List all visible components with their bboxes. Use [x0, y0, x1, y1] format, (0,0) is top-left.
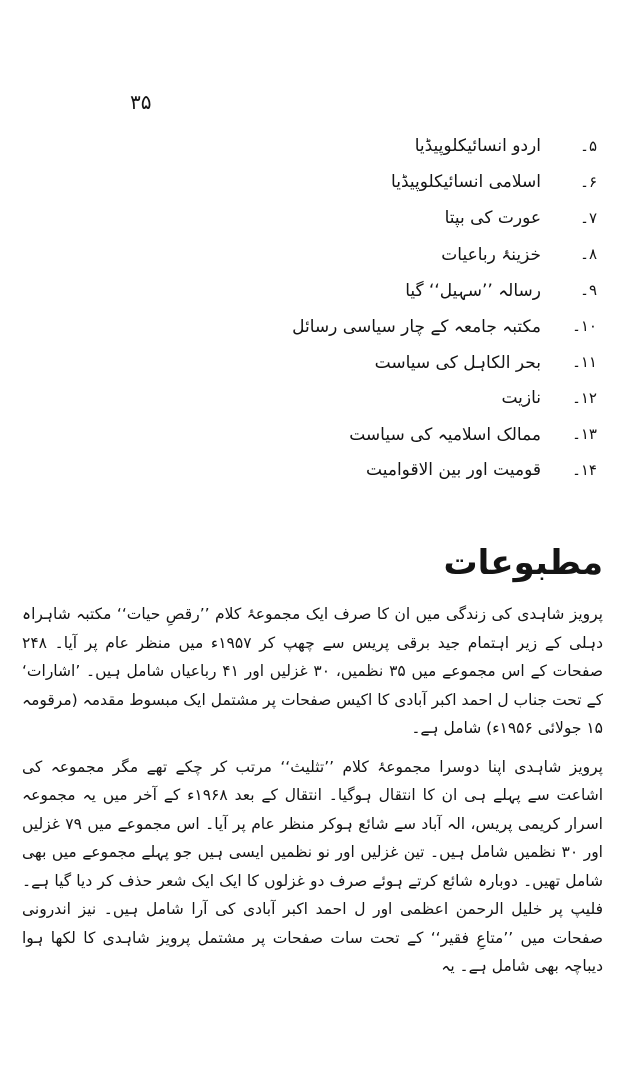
list-item-title: ممالک اسلامیہ کی سیاست — [349, 424, 541, 445]
list-item-title: اسلامی انسائیکلوپیڈیا — [391, 172, 541, 192]
list-item-title: بحر الکاہل کی سیاست — [374, 352, 541, 373]
list-item-number: ۵۔ — [580, 137, 597, 155]
list-item-title: عورت کی بپتا — [444, 208, 541, 228]
list-item-number: ۱۲۔ — [572, 389, 597, 407]
list-item — [267, 344, 597, 380]
numbered-list — [267, 128, 597, 488]
list-item — [267, 200, 597, 236]
list-item-number: ۶۔ — [580, 173, 597, 191]
list-item-number: ۹۔ — [580, 281, 597, 299]
list-item — [267, 164, 597, 200]
list-item-title: رسالہ ’’سہیل‘‘ گیا — [405, 280, 541, 301]
list-item — [267, 308, 597, 344]
page-number: ۳۵ — [130, 90, 152, 114]
list-item — [267, 416, 597, 452]
list-item-number: ۱۰۔ — [572, 317, 597, 335]
list-item — [267, 236, 597, 272]
list-item-title: اردو انسائیکلوپیڈیا — [414, 136, 541, 156]
list-item — [267, 452, 597, 488]
list-item-number: ۱۴۔ — [572, 461, 597, 479]
section-heading: مطبوعات — [443, 543, 603, 583]
list-item-number: ۷۔ — [580, 209, 597, 227]
list-item-number: ۸۔ — [580, 245, 597, 263]
list-item-title: قومیت اور بین الاقوامیت — [366, 460, 541, 480]
paragraph: پرویز شاہدی اپنا دوسرا مجموعۂ کلام ’’تثلیث‘‘ مرتب کر چکے تھے مگر مجموعہ کی اشاعت سے پہلے ہی ان کا انتقال ہوگیا۔ انتقال کے بعد ۱۹۶۸ء کے آخر میں یہ مجموعہ اسرار کریمی پریس، الہ آباد سے شائع ہوکر منظر عام پر آیا۔ اس مجموعے میں ۷۹ غزلیں اور ۳۰ نظمیں شامل ہیں۔ تین غزلیں اور نو نظمیں ایسی ہیں جو پہلے مجموعے میں بھی شامل تھیں۔ دوبارہ شائع کرتے ہوئے صرف دو غزلوں کا ایک ایک شعر حذف کر دیا گیا ہے۔ فلیپ پر خلیل الرحمن اعظمی اور ل احمد اکبر آبادی کی آرا شامل ہیں۔ نیز اندرونی صفحات میں ’’متاعِ فقیر‘‘ کے تحت سات صفحات پر مشتمل پرویز شاہدی کا لکھا ہوا دیباچہ بھی شامل ہے۔ یہ — [22, 757, 603, 975]
list-item-number: ۱۳۔ — [572, 425, 597, 443]
paragraph: پرویز شاہدی کی زندگی میں ان کا صرف ایک مجموعۂ کلام ’’رقصِ حیات‘‘ مکتبہ شاہراہ دہلی کے زیر اہتمام جید برقی پریس سے چھپ کر ۱۹۵۷ء میں منظر عام پر آیا۔ ۲۴۸ صفحات کے اس مجموعے میں ۳۵ نظمیں، ۳۰ غزلیں اور ۴۱ رباعیاں شامل ہیں۔ ’اشارات‘ کے تحت جناب ل احمد اکبر آبادی کا اکیس صفحات پر مشتمل ایک مبسوط مقدمہ (مرقومہ ۱۵ جولائی ۱۹۵۶ء) شامل ہے۔ — [22, 605, 603, 737]
list-item — [267, 128, 597, 164]
list-item-title: خزینۂ رباعیات — [441, 244, 541, 265]
list-item-title: مکتبہ جامعہ کے چار سیاسی رسائل — [292, 316, 541, 337]
list-item-title: نازیت — [501, 388, 541, 408]
list-item — [267, 272, 597, 308]
list-item-number: ۱۱۔ — [572, 353, 597, 371]
section-body — [22, 600, 603, 991]
list-item — [267, 380, 597, 416]
